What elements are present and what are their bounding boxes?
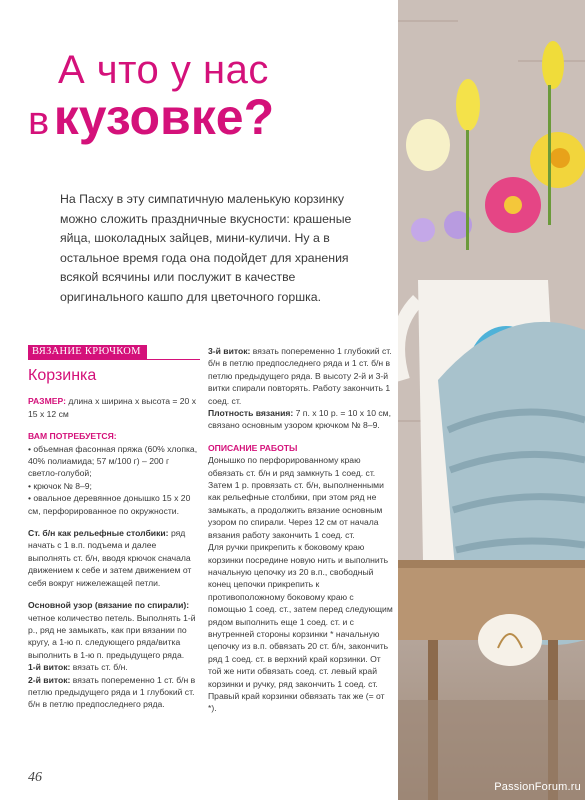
size-label: РАЗМЕР: xyxy=(28,396,66,407)
materials-item-2: • крючок № 8–9; xyxy=(28,480,92,491)
stitch1-paragraph xyxy=(28,527,200,589)
materials-item-3: • овальное деревянное донышко 15 x 20 см, перфорированное по окружности. xyxy=(28,493,191,516)
materials-label: ВАМ ПОТРЕБУЕТСЯ: xyxy=(28,431,117,442)
headline-line2 xyxy=(28,89,388,155)
stitch2-label: Основной узор (вязание по спирали): xyxy=(28,600,190,611)
gauge-label: Плотность вязания: xyxy=(208,408,294,419)
stitch1-label: Ст. б/н как рельефные столбики: xyxy=(28,528,169,539)
round1-label: 1-й виток: xyxy=(28,662,71,673)
round2-label: 2-й виток: xyxy=(28,674,71,685)
ceramic-tag-shape xyxy=(478,614,542,666)
watermark: PassionForum.ru xyxy=(494,781,581,793)
stitch2-paragraph xyxy=(28,599,200,661)
round1-text: вязать ст. б/н. xyxy=(72,662,128,673)
photo-basket-flowers xyxy=(398,0,585,800)
gauge-paragraph xyxy=(208,407,394,432)
instructions-left-column xyxy=(28,345,200,711)
round2-paragraph xyxy=(28,674,200,711)
category-label: ВЯЗАНИЕ КРЮЧКОМ xyxy=(28,345,147,359)
page-number: 46 xyxy=(28,770,42,785)
work-paragraph-1: Донышко по перфорированному краю обвязать ст. б/н и ряд замкнуть 1 соед. ст. Затем 1 р. провязать ст. б/н, выполненными как рельефные столбики, при этом ряд не замыкать, а продолжить вязание основным узором по спирали. Через 12 см от начала вязания работу закончить 1 соед. ст. xyxy=(208,455,384,540)
work-paragraph-2: Для ручки прикрепить к боковому краю корзинки посредине новую нить и выполнить начальную цепочку из 20 в.п., свободный конец цепочки прикрепить к противоположному боковому краю с помощью 1 соед. ст., затем перед следующим рядом выполнить еще 1 соед. ст. и с внутренней стороны корзинки * начальную цепочку из в.п. обвязать 20 ст. б/н, закончить ряд 1 соед. ст. в верхний край корзинки. От той же нити обвязать соед. ст. левый край корзинки и ручку, ряд закончить 1 соед. ст. Правый край корзинки обвязать так же (= от *). xyxy=(208,542,393,714)
round3-label: 3-й виток: xyxy=(208,346,251,356)
category-rule xyxy=(28,359,200,360)
work-label: ОПИСАНИЕ РАБОТЫ xyxy=(208,442,298,453)
size-paragraph xyxy=(28,395,200,420)
headline-line1: А что у нас xyxy=(58,48,269,92)
round2-text: вязать попеременно 1 ст. б/н в петлю предыдущего ряда и 1 глубокий ст. б/н в петлю предпоследнего ряда. xyxy=(28,674,196,710)
headline-line2-big: кузовке? xyxy=(53,89,275,145)
instructions-right-column xyxy=(208,345,394,715)
stitch1-text: ряд начать с 1 в.п. подъема и далее выполнять ст. б/н, вводя крючок сначала движением к себе и затем движением от себя вокруг нижележащей петли. xyxy=(28,528,192,588)
photo-illustration xyxy=(398,0,585,800)
headline-line2-small: в xyxy=(28,99,50,143)
article-headline xyxy=(28,48,388,155)
stitch2-text: четное количество петель. Выполнять 1-й р., ряд не замыкать, как при вязании по кругу, а 1-ю п. следующего ряда/витка выполнить в 1-ю п. предыдущего ряда. xyxy=(28,612,196,660)
materials-item-1: • объемная фасонная пряжа (60% хлопка, 40% полиамида; 57 м/100 г) – 200 г светло-голубой; xyxy=(28,443,198,479)
project-title: Корзинка xyxy=(28,367,97,385)
size-text: длина x ширина x высота = 20 x 15 x 12 см xyxy=(28,396,197,419)
intro-paragraph: На Пасху в эту симпатичную маленькую корзинку можно сложить праздничные вкусности: крашеные яйца, шоколадных зайцев, мини-куличи. Ну а в остальное время года она подойдет для хранения всякой всячины или послужит в качестве оригинального кашпо для цветочного горшка. xyxy=(60,192,352,304)
round3-text: вязать попеременно 1 глубокий ст. б/н в петлю предпоследнего ряда и 1 ст. б/н в петлю предыдущего ряда. В высоту 2-й и 3-й витки спирали повторять. Работу закончить 1 соед. ст. xyxy=(208,346,392,406)
round1-paragraph xyxy=(28,661,200,673)
round3-paragraph xyxy=(208,345,394,407)
gauge-text: 7 п. x 10 р. = 10 x 10 см, связано основным узором крючком № 8–9. xyxy=(208,408,391,431)
